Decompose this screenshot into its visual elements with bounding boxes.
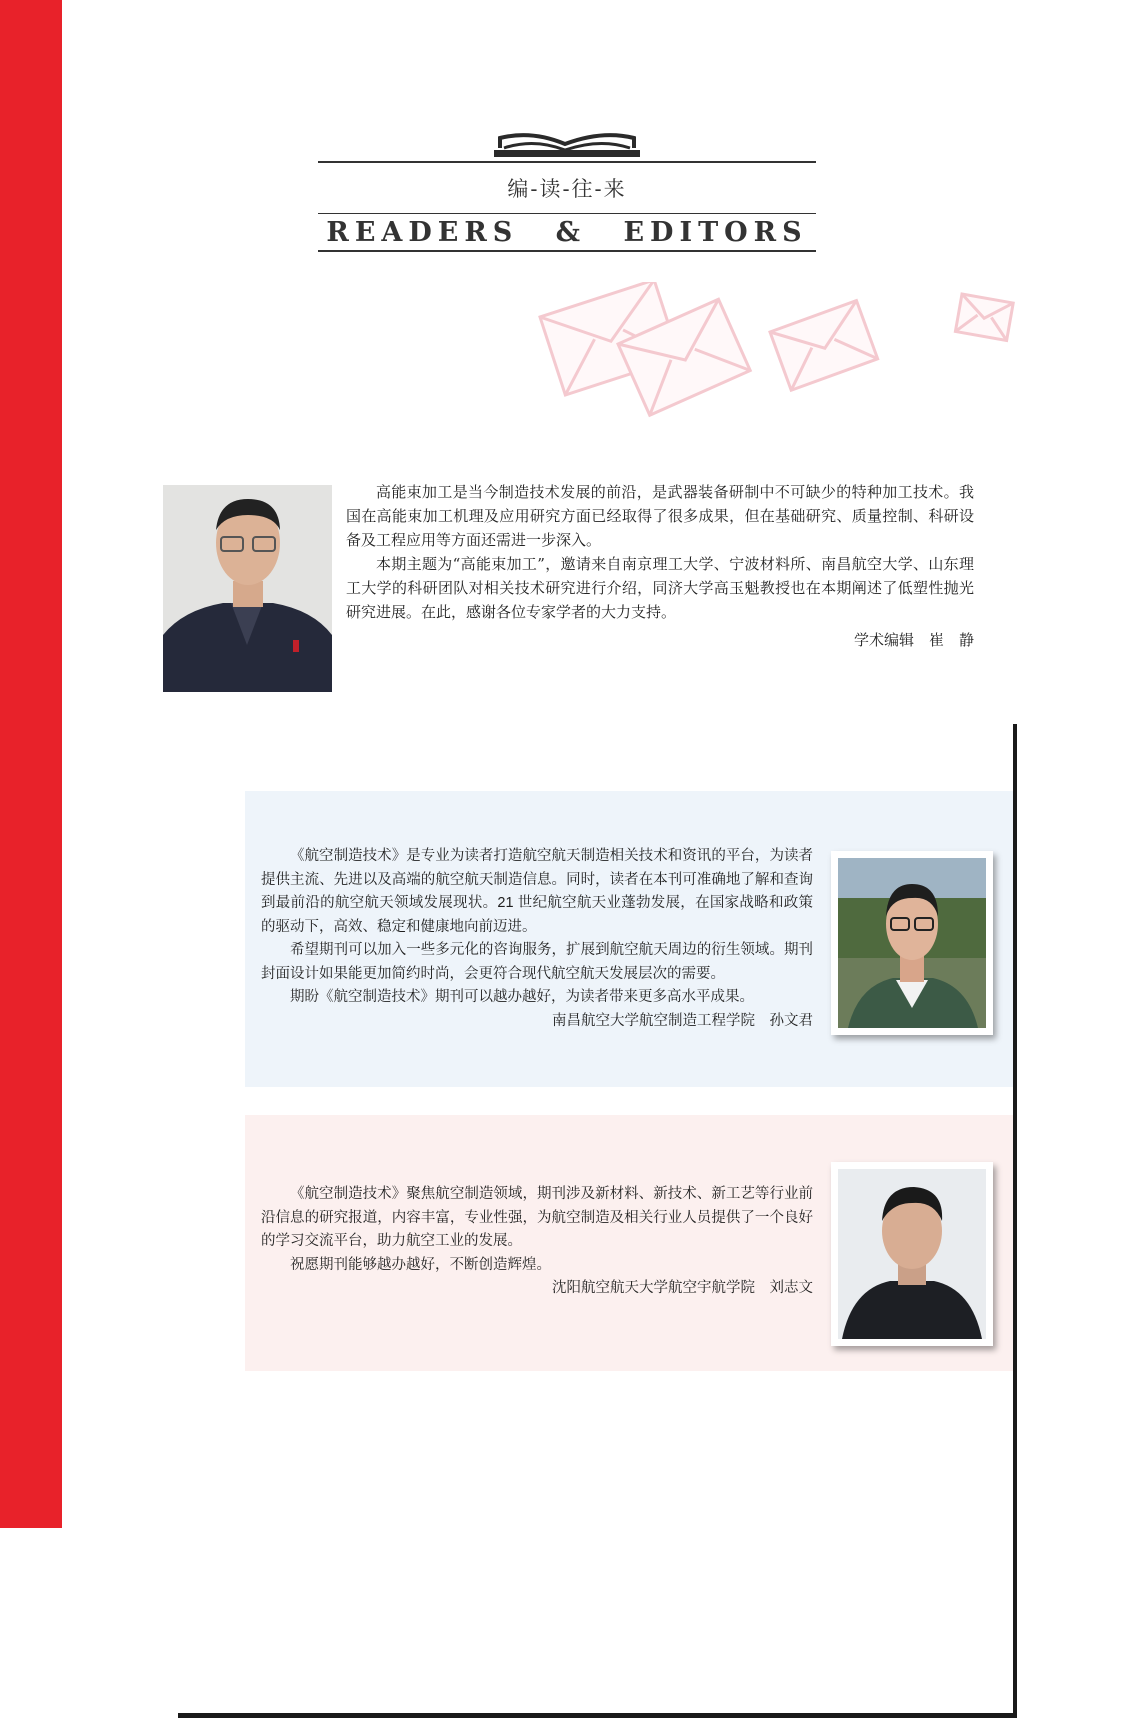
editor-photo xyxy=(163,485,332,692)
letters-frame-bottom xyxy=(178,1713,1017,1718)
letters-frame-right xyxy=(1013,724,1017,1718)
letter-paragraph: 祝愿期刊能够越办越好，不断创造辉煌。 xyxy=(290,1256,551,1273)
column-header xyxy=(318,128,816,256)
column-title-en: READERS & EDITORS xyxy=(326,217,808,248)
column-title-cn: 编-读-往-来 xyxy=(507,177,627,201)
editor-paragraph: 本期主题为“高能束加工”，邀请来自南京理工大学、宁波材料所、南昌航空大学、山东理工大学的科研团队对相关技术研究进行介绍，同济大学高玉魁教授也在本期阐述了低塑性抛光研究进展。在此，感谢各位专家学者的大力支持。 xyxy=(346,555,974,621)
header-rule-bottom xyxy=(318,250,816,252)
letter-body xyxy=(261,1183,813,1301)
letter-paragraph: 《航空制造技术》是专业为读者打造航空航天制造相关技术和资讯的平台，为读者提供主流、先进以及高端的航空航天制造信息。同时，读者在本刊可准确地了解和查询到最前沿的航空航天领域发展现状。21 世纪航空航天业蓬勃发展，在国家战略和政策的驱动下，高效、稳定和健康地向前迈进。 xyxy=(261,848,813,935)
letter-paragraph: 期盼《航空制造技术》期刊可以越办越好，为读者带来更多高水平成果。 xyxy=(290,989,754,1005)
letter-signature: 沈阳航空航天大学航空宇航学院 刘志文 xyxy=(552,1280,813,1296)
reader-letter-1 xyxy=(245,791,1013,1087)
letter-body xyxy=(261,845,813,1033)
envelope-icon xyxy=(540,282,1013,415)
editor-signature: 学术编辑 崔 静 xyxy=(853,631,974,649)
reader-photo xyxy=(831,851,993,1035)
editor-paragraph: 高能束加工是当今制造技术发展的前沿，是武器装备研制中不可缺少的特种加工技术。我国在高能束加工机理及应用研究方面已经取得了很多成果，但在基础研究、质量控制、科研设备及工程应用等方面还需进一步深入。 xyxy=(346,483,974,549)
red-side-bar xyxy=(0,0,62,1528)
header-rule-top xyxy=(318,161,816,163)
editor-note xyxy=(346,480,974,652)
letter-paragraph: 《航空制造技术》聚焦航空制造领域，期刊涉及新材料、新技术、新工艺等行业前沿信息的研究报道，内容丰富，专业性强，为航空制造及相关行业人员提供了一个良好的学习交流平台，助力航空工业的发展。 xyxy=(261,1186,813,1249)
letter-signature: 南昌航空大学航空制造工程学院 孙文君 xyxy=(552,1012,813,1029)
reader-photo xyxy=(831,1162,993,1346)
open-book-icon xyxy=(492,128,642,160)
reader-letter-2 xyxy=(245,1115,1013,1371)
envelope-decoration xyxy=(530,282,1030,442)
letter-paragraph: 希望期刊可以加入一些多元化的咨询服务，扩展到航空航天周边的衍生领域。期刊封面设计如果能更加简约时尚，会更符合现代航空航天发展层次的需要。 xyxy=(261,942,813,982)
header-rule-middle xyxy=(318,213,816,214)
